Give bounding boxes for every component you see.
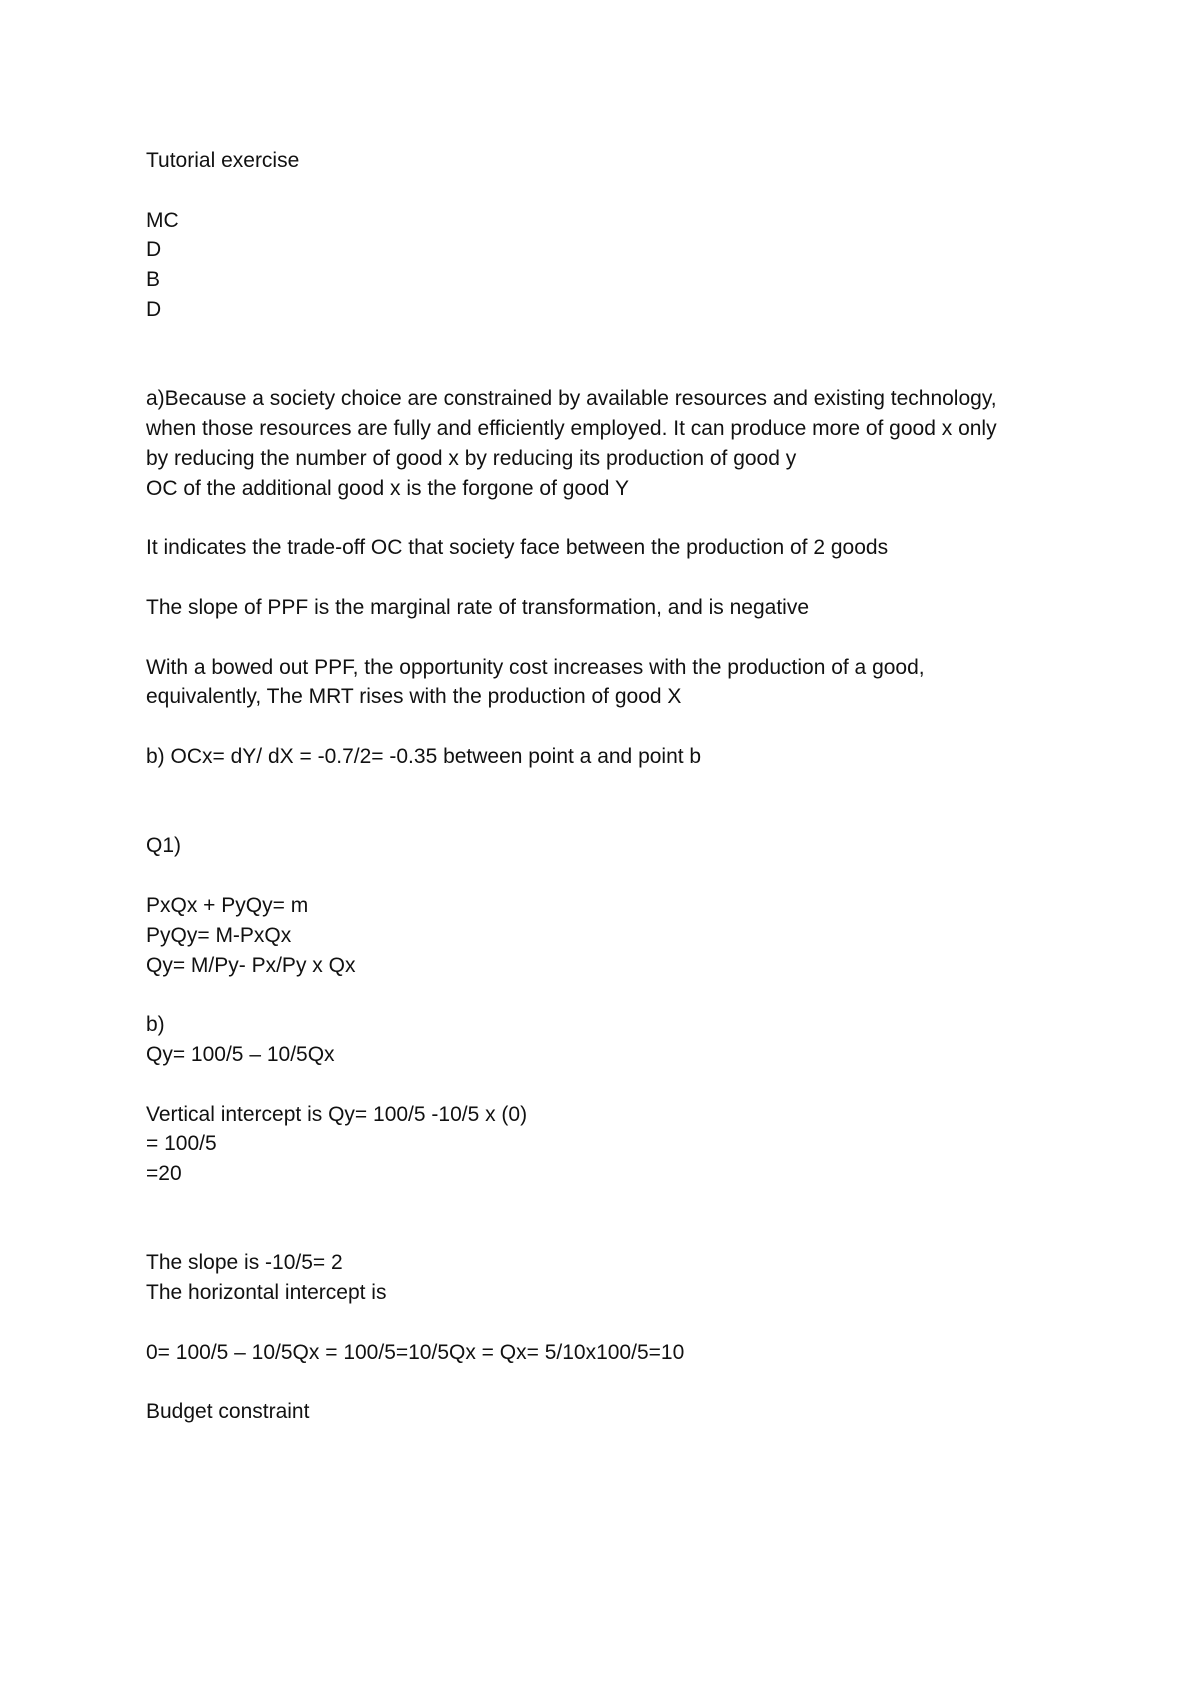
part-a-line: by reducing the number of good x by reducing its production of good y — [146, 446, 797, 470]
equation-line: Qy= M/Py- Px/Py x Qx — [146, 953, 356, 977]
tradeoff-paragraph: It indicates the trade-off OC that society face between the production of 2 goods — [146, 536, 889, 560]
mc-answer: D — [146, 238, 162, 262]
q1-heading: Q1) — [146, 834, 182, 858]
spacer — [146, 325, 1086, 385]
spacer — [146, 980, 1086, 1010]
equation-line: PxQx + PyQy= m — [146, 893, 309, 917]
mc-answer: D — [146, 297, 162, 321]
spacer — [146, 563, 1086, 593]
spacer — [146, 861, 1086, 891]
q1-b-heading: b) — [146, 1013, 165, 1037]
document-content — [146, 146, 1086, 1427]
document-title: Tutorial exercise — [146, 149, 300, 172]
spacer — [146, 712, 1086, 742]
spacer — [146, 1189, 1086, 1249]
spacer — [146, 1308, 1086, 1338]
bowed-ppf-line: equivalently, The MRT rises with the production of good X — [146, 685, 682, 709]
horizontal-intercept-calc: 0= 100/5 – 10/5Qx = 100/5=10/5Qx = Qx= 5/10x100/5=10 — [146, 1340, 685, 1364]
part-a-line: a)Because a society choice are constrained by available resources and existing technology, — [146, 387, 997, 411]
spacer — [146, 1368, 1086, 1398]
spacer — [146, 623, 1086, 653]
equation-line: PyQy= M-PxQx — [146, 923, 292, 947]
spacer — [146, 176, 1086, 206]
slope-paragraph: The slope of PPF is the marginal rate of transformation, and is negative — [146, 595, 810, 619]
slope-answer: The slope is -10/5= 2 — [146, 1251, 343, 1275]
bowed-ppf-line: With a bowed out PPF, the opportunity cost increases with the production of a good, — [146, 655, 925, 679]
budget-constraint-label: Budget constraint — [146, 1400, 310, 1424]
spacer — [146, 504, 1086, 534]
vertical-intercept-line: =20 — [146, 1162, 182, 1186]
spacer — [146, 1070, 1086, 1100]
mc-answer: B — [146, 268, 161, 292]
mc-heading: MC — [146, 208, 179, 232]
part-a-line: OC of the additional good x is the forgone of good Y — [146, 476, 629, 500]
horizontal-intercept-label: The horizontal intercept is — [146, 1281, 387, 1305]
vertical-intercept-line: Vertical intercept is Qy= 100/5 -10/5 x (0) — [146, 1102, 528, 1126]
vertical-intercept-line: = 100/5 — [146, 1132, 217, 1156]
part-a-line: when those resources are fully and efficiently employed. It can produce more of good x only — [146, 417, 997, 441]
part-b-answer: b) OCx= dY/ dX = -0.7/2= -0.35 between point a and point b — [146, 744, 702, 768]
q1-b-equation: Qy= 100/5 – 10/5Qx — [146, 1042, 335, 1066]
spacer — [146, 772, 1086, 832]
